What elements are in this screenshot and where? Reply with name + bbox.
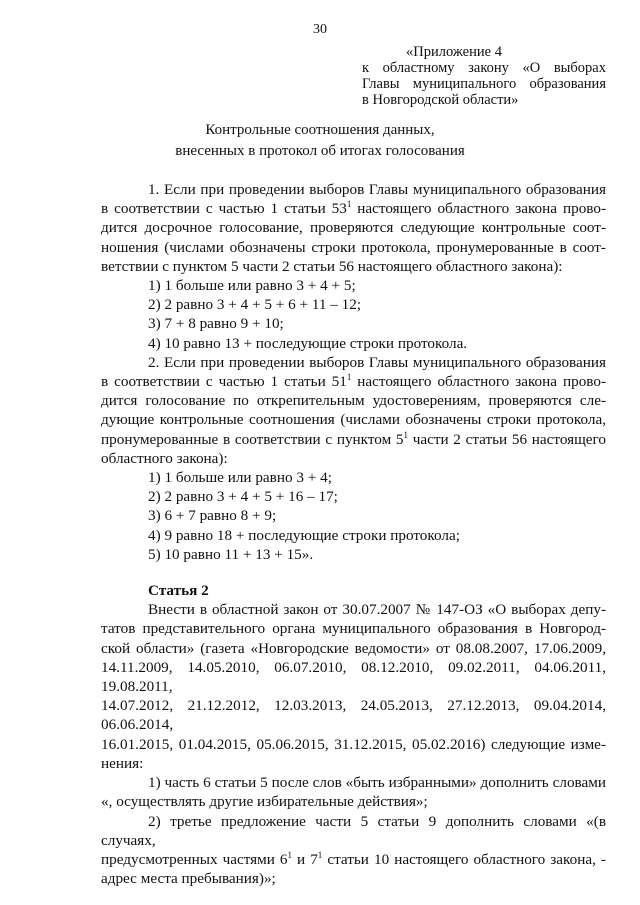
appendix-line-1: «Приложение 4 [406, 44, 502, 60]
title-line-2: внесенных в протокол об итогах голосования [175, 143, 465, 159]
sec2-line-2-a: в соответствии с частью 1 статьи 51 [101, 373, 347, 391]
art2-line-1: Внести в областной закон от 30.07.2007 № 147-ОЗ «О выборах депу- [148, 601, 606, 619]
art2-line-4: 14.11.2009, 14.05.2010, 06.07.2010, 08.12.2010, 09.02.2011, 04.06.2011, 19.08.2011, [101, 658, 606, 696]
sec1-item-2: 2) 2 равно 3 + 4 + 5 + 6 + 11 – 12; [148, 296, 362, 314]
art2-point-2-sup-2: 1 [317, 849, 323, 860]
sec2-line-5-sup: 1 [403, 429, 408, 440]
appendix-line-2: к областному закону «О выборах [362, 60, 606, 76]
appendix-line-4: в Новгородской области» [362, 92, 519, 108]
art2-line-5: 14.07.2012, 21.12.2012, 12.03.2013, 24.05.2013, 27.12.2013, 09.04.2014, 06.06.2014, [101, 697, 606, 734]
sec2-line-5-a: пронумерованные в соответствии с пунктом 5 [101, 430, 404, 448]
sec2-item-5: 5) 10 равно 11 + 13 + 15». [148, 545, 314, 563]
sec1-line-5: ветствии с пунктом 5 части 2 статьи 56 настоящего областного закона): [101, 257, 563, 275]
art2-point-2-line-3: адрес места пребывания)»; [101, 870, 276, 888]
sec2-line-5-b: части 2 статьи 56 настоящего [408, 430, 606, 448]
sec2-line-2-b: настоящего областного закона прово- [351, 373, 607, 391]
art2-point-2-line-2-a: предусмотренных частями 6 [101, 850, 288, 868]
sec2-item-3: 3) 6 + 7 равно 8 + 9; [148, 507, 277, 525]
sec2-line-4: дующие контрольные соотношения (числами обозначены строки протокола, [101, 411, 606, 429]
document-title [0, 120, 640, 162]
art2-line-2: татов представительного органа муниципального образования в Новгород- [101, 620, 606, 638]
sec2-item-4: 4) 9 равно 18 + последующие строки протокола; [148, 526, 460, 544]
sec1-item-3: 3) 7 + 8 равно 9 + 10; [148, 315, 284, 333]
sec1-line-4: ношения (числами обозначены строки протокола, пронумерованные в соот- [101, 238, 606, 256]
art2-point-2-line-2 [101, 850, 606, 869]
sec2-item-2: 2) 2 равно 3 + 4 + 5 + 16 – 17; [148, 488, 338, 506]
sec1-line-1: 1. Если при проведении выборов Главы муниципального образования [148, 181, 606, 198]
sec1-line-2-a: в соответствии с частью 1 статьи 53 [101, 200, 347, 218]
art2-point-1-line-1: 1) часть 6 статьи 5 после слов «быть избранными» дополнить словами [148, 774, 606, 792]
art2-point-2-line-2-b: и 7 [292, 850, 318, 868]
art2-point-2-sup-1: 1 [287, 849, 292, 860]
sec2-item-1: 1) 1 больше или равно 3 + 4; [148, 469, 332, 487]
sec1-line-2-sup: 1 [346, 199, 352, 210]
art2-line-6: 16.01.2015, 01.04.2015, 05.06.2015, 31.12.2015, 05.02.2016) следующие изме- [101, 735, 606, 753]
document-body [101, 180, 606, 888]
sec2-line-5 [101, 430, 606, 449]
sec2-line-6: областного закона): [101, 449, 228, 467]
art2-line-3: ской области» (газета «Новгородские ведомости» от 08.08.2007, 17.06.2009, [101, 639, 606, 657]
sec1-item-1: 1) 1 больше или равно 3 + 4 + 5; [148, 277, 356, 295]
sec2-line-2 [101, 372, 606, 391]
sec2-line-2-sup: 1 [346, 372, 352, 383]
sec1-line-3: дится досрочное голосование, проверяются следующие контрольные соот- [101, 219, 606, 237]
sec1-line-2-b: настоящего областного закона прово- [351, 200, 607, 218]
sec1-item-4: 4) 10 равно 13 + последующие строки протокола. [148, 334, 468, 352]
art2-line-7: нения: [101, 754, 144, 772]
title-line-1: Контрольные соотношения данных, [205, 122, 435, 138]
art2-point-2-line-1: 2) третье предложение части 5 статьи 9 дополнить словами «(в случаях, [101, 812, 606, 849]
sec2-line-3: дится голосование по открепительным удостоверениям, проверяются сле- [101, 392, 606, 410]
appendix-header [362, 44, 606, 108]
art2-point-2-line-2-c: статьи 10 настоящего областного закона, - [322, 850, 606, 868]
sec2-line-1: 2. Если при проведении выборов Главы муниципального образования [148, 353, 606, 371]
sec1-line-2 [101, 199, 606, 218]
spacer [101, 564, 606, 581]
art2-point-1-line-2: «, осуществлять другие избирательные действия»; [101, 793, 428, 811]
page-number: 30 [313, 22, 327, 37]
appendix-line-3: Главы муниципального образования [362, 76, 606, 92]
article-2-heading: Статья 2 [148, 582, 209, 600]
